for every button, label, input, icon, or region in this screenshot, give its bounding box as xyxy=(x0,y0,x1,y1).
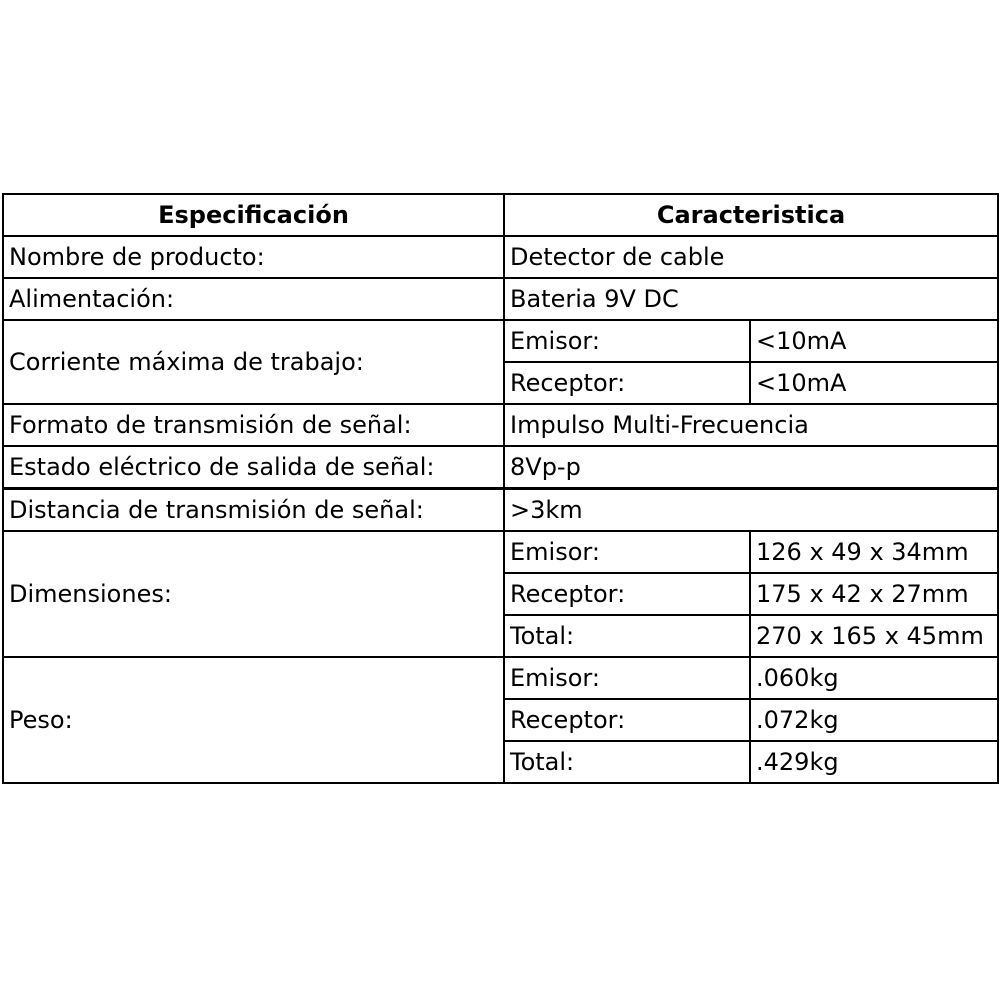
weight-emitter-label: Emisor: xyxy=(504,657,750,699)
header-specification: Especificación xyxy=(3,194,504,236)
dimensions-receiver-value: 175 x 42 x 27mm xyxy=(750,573,998,615)
weight-total-label: Total: xyxy=(504,741,750,783)
table-row xyxy=(3,404,998,446)
spec-table xyxy=(2,193,999,784)
table-row xyxy=(3,489,998,532)
row-value-signal-distance: >3km xyxy=(504,489,998,532)
dimensions-emitter-label: Emisor: xyxy=(504,531,750,573)
row-value-signal-format: Impulso Multi-Frecuencia xyxy=(504,404,998,446)
row-label-signal-distance: Distancia de transmisión de señal: xyxy=(3,489,504,532)
table-row xyxy=(3,446,998,489)
table-row xyxy=(3,236,998,278)
current-emitter-label: Emisor: xyxy=(504,320,750,362)
row-label-signal-output: Estado eléctrico de salida de señal: xyxy=(3,446,504,489)
dimensions-receiver-label: Receptor: xyxy=(504,573,750,615)
row-label-signal-format: Formato de transmisión de señal: xyxy=(3,404,504,446)
current-receiver-label: Receptor: xyxy=(504,362,750,404)
row-label-dimensions: Dimensiones: xyxy=(3,531,504,657)
row-value-power: Bateria 9V DC xyxy=(504,278,998,320)
table-row xyxy=(3,278,998,320)
header-characteristic: Caracteristica xyxy=(504,194,998,236)
row-label-product-name: Nombre de producto: xyxy=(3,236,504,278)
current-receiver-value: <10mA xyxy=(750,362,998,404)
table-header-row xyxy=(3,194,998,236)
weight-emitter-value: .060kg xyxy=(750,657,998,699)
dimensions-total-label: Total: xyxy=(504,615,750,657)
table-row xyxy=(3,320,998,362)
weight-receiver-label: Receptor: xyxy=(504,699,750,741)
row-value-signal-output: 8Vp-p xyxy=(504,446,998,489)
table-row xyxy=(3,657,998,699)
dimensions-emitter-value: 126 x 49 x 34mm xyxy=(750,531,998,573)
dimensions-total-value: 270 x 165 x 45mm xyxy=(750,615,998,657)
current-emitter-value: <10mA xyxy=(750,320,998,362)
row-label-power: Alimentación: xyxy=(3,278,504,320)
weight-receiver-value: .072kg xyxy=(750,699,998,741)
row-label-current: Corriente máxima de trabajo: xyxy=(3,320,504,404)
row-label-weight: Peso: xyxy=(3,657,504,783)
table-row xyxy=(3,531,998,573)
row-value-product-name: Detector de cable xyxy=(504,236,998,278)
weight-total-value: .429kg xyxy=(750,741,998,783)
